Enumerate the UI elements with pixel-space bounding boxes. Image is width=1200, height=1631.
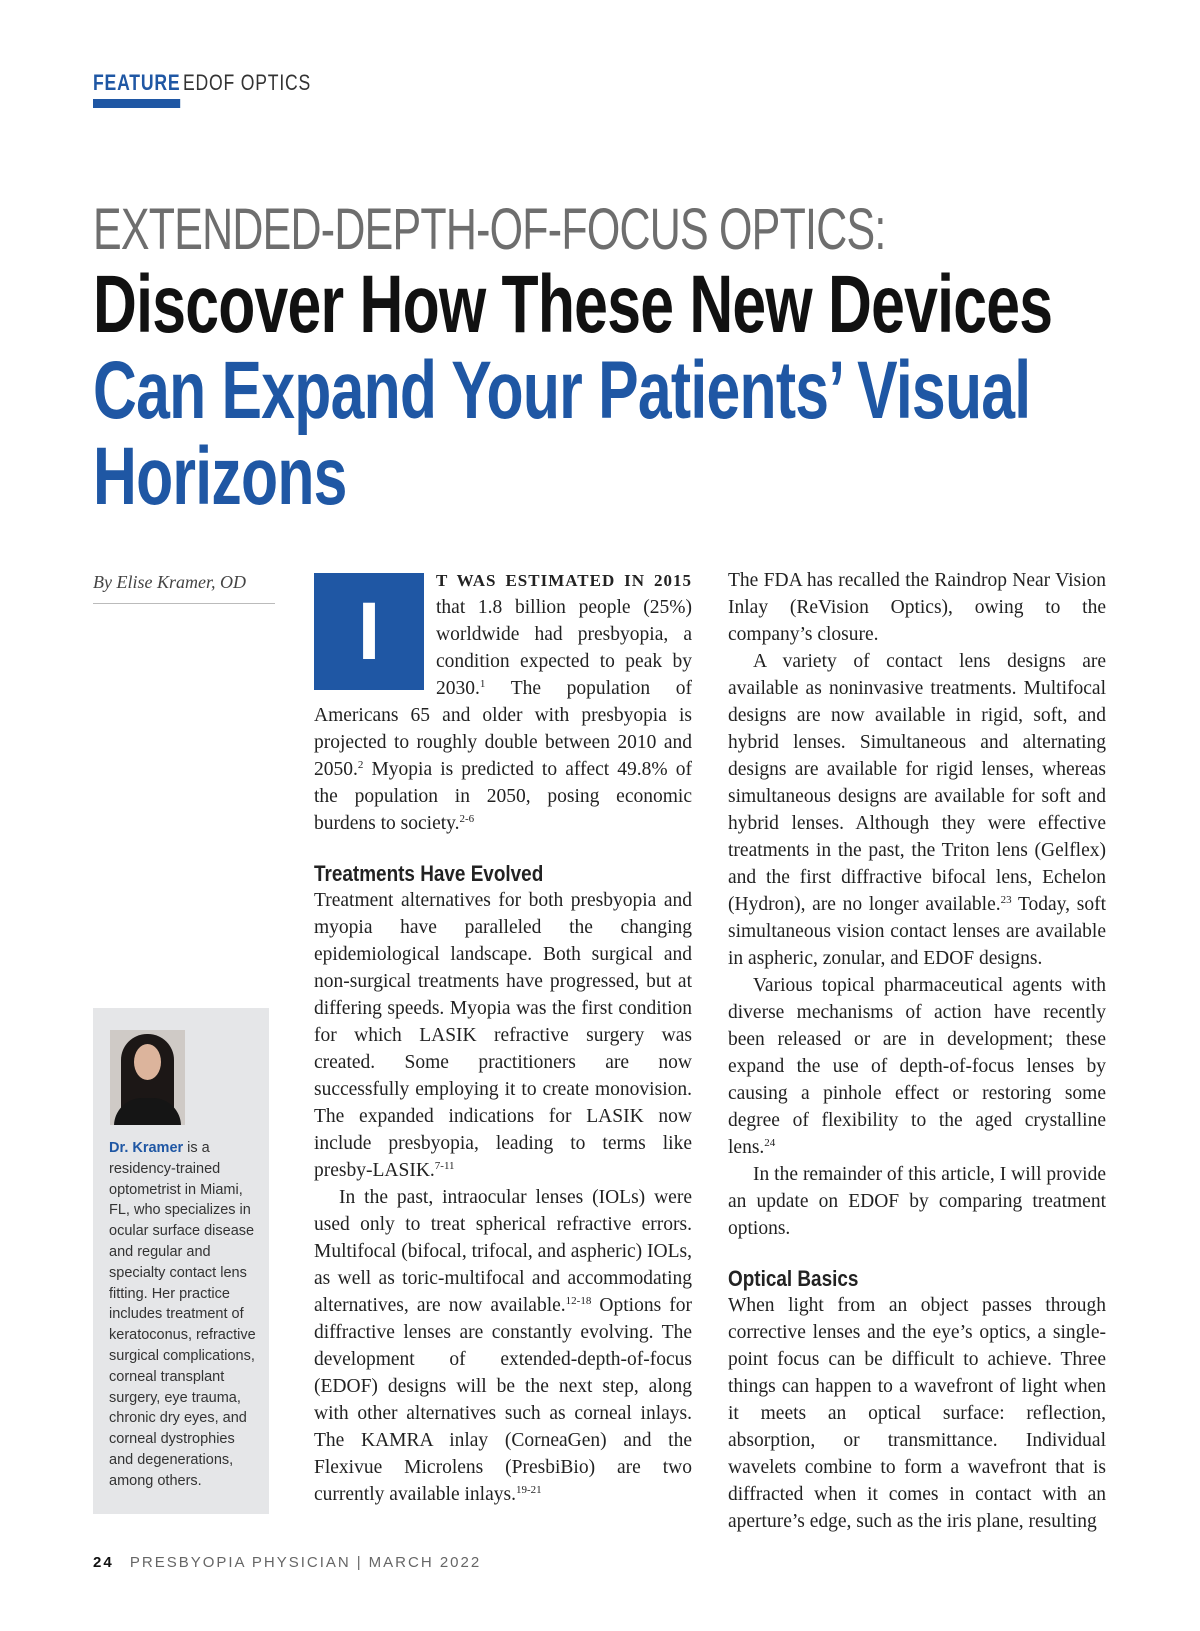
section-label: FEATURE	[93, 70, 180, 108]
section-topic: EDOF OPTICS	[183, 70, 312, 95]
paragraph: When light from an object passes through corrective lenses and the eye’s optics, a single-point focus can be difficult to achieve. Three things can happen to a wavefront of light when it meets an optical surface: reflection, absorption, or transmittance. Individual wavelets combine to form a wavefront that is diffracted when it comes in contact with an aperture’s edge, such as the iris plane, resulting	[728, 1295, 1106, 1532]
paragraph: In the past, intraocular lenses (IOLs) were used only to treat spherical refractive errors. Multifocal (bifocal, trifocal, and aspheric) IOLs, as well as toric-multifocal and accommodating alternatives, are now available.$^{12-18}$ Options for diffractive lenses are constantly evolving. The development of extended-depth-of-focus (EDOF) designs will be the next step, along with other alternatives such as corneal inlays. The KAMRA inlay (CorneaGen) and the Flexivue Microlens (PresbiBio) are two currently available inlays.$^{19-21}$	[314, 1187, 692, 1505]
paragraph: Treatment alternatives for both presbyopia and myopia have paralleled the changing epidemiological landscape. Both surgical and non-surgical treatments have progressed, but at differing speeds. Myopia was the first condition for which LASIK refractive surgery was created. Some practitioners are now successfully employing it to create monovision. The expanded indications for LASIK now include presbyopia, leading to terms like presby-LASIK.$^{7-11}$	[314, 890, 692, 1181]
paragraph-intro: T WAS ESTIMATED IN 2015 that 1.8 billion people (25%) worldwide had presbyopia, a condition expected to peak by 2030.$^1$ The population of Americans 65 and older with presbyopia is projected to roughly double between 2010 and 2050.$^2$ Myopia is predicted to affect 49.8% of the population in 2050, posing economic burdens to society.$^{2-6}$	[314, 571, 692, 834]
page-footer	[93, 1554, 481, 1571]
headline-line-2: Can Expand Your Patients’ Visual	[93, 345, 1031, 436]
paragraph: The FDA has recalled the Raindrop Near Vision Inlay (ReVision Optics), owing to the company’s closure.	[728, 570, 1106, 645]
publication-name: PRESBYOPIA PHYSICIAN	[129, 1554, 351, 1571]
author-bio-text: is a residency-trained optometrist in Miami, FL, who specializes in ocular surface disease and regular and specialty contact lens fitting. Her practice includes treatment of keratoconus, refractive surgical complications, corneal transplant surgery, eye trauma, chronic dry eyes, and corneal dystrophies and degenerations, among others.	[109, 1140, 256, 1489]
paragraph: A variety of contact lens designs are available as noninvasive treatments. Multifocal designs are now available in rigid, soft, and hybrid lenses. Simultaneous and alternating designs are available for rigid lenses, whereas simultaneous designs are available for soft and hybrid lenses. Although they were effective treatments in the past, the Triton lens (Gelflex) and the first diffractive bifocal lens, Echelon (Hydron), are no longer available.$^{23}$ Today, soft simultaneous vision contact lenses are available in aspheric, zonular, and EDOF designs.	[728, 651, 1106, 969]
headline-line-3: Horizons	[93, 431, 347, 522]
subhead-treatments: Treatments Have Evolved	[314, 861, 544, 886]
author-photo	[110, 1030, 185, 1125]
headline-line-1: Discover How These New Devices	[93, 259, 1053, 350]
section-tag	[93, 70, 312, 108]
headline	[93, 259, 1129, 522]
drop-cap: I	[314, 573, 424, 690]
paragraph: In the remainder of this article, I will provide an update on EDOF by comparing treatment options.	[728, 1164, 1106, 1239]
author-bio	[109, 1138, 261, 1492]
paragraph: Various topical pharmaceutical agents with diverse mechanisms of action have recently been released or are in development; these expand the use of depth-of-focus lenses by causing a pinhole effect or restoring some degree of flexibility to the aged crystalline lens.$^{24}$	[728, 975, 1106, 1158]
author-name: Dr. Kramer	[109, 1140, 184, 1156]
byline: By Elise Kramer, OD	[93, 572, 275, 604]
footer-separator: |	[356, 1554, 363, 1571]
subhead-optical-basics: Optical Basics	[728, 1266, 859, 1291]
issue-date: MARCH 2022	[368, 1554, 482, 1571]
page-number: 24	[93, 1554, 114, 1571]
article-column-2	[728, 567, 1106, 1535]
title-kicker: EXTENDED-DEPTH-OF-FOCUS OPTICS:	[93, 197, 886, 262]
author-bio-box	[93, 1008, 269, 1514]
lead-caps: T WAS ESTIMATED IN 2015	[436, 571, 692, 590]
article-column-1	[314, 567, 692, 1508]
